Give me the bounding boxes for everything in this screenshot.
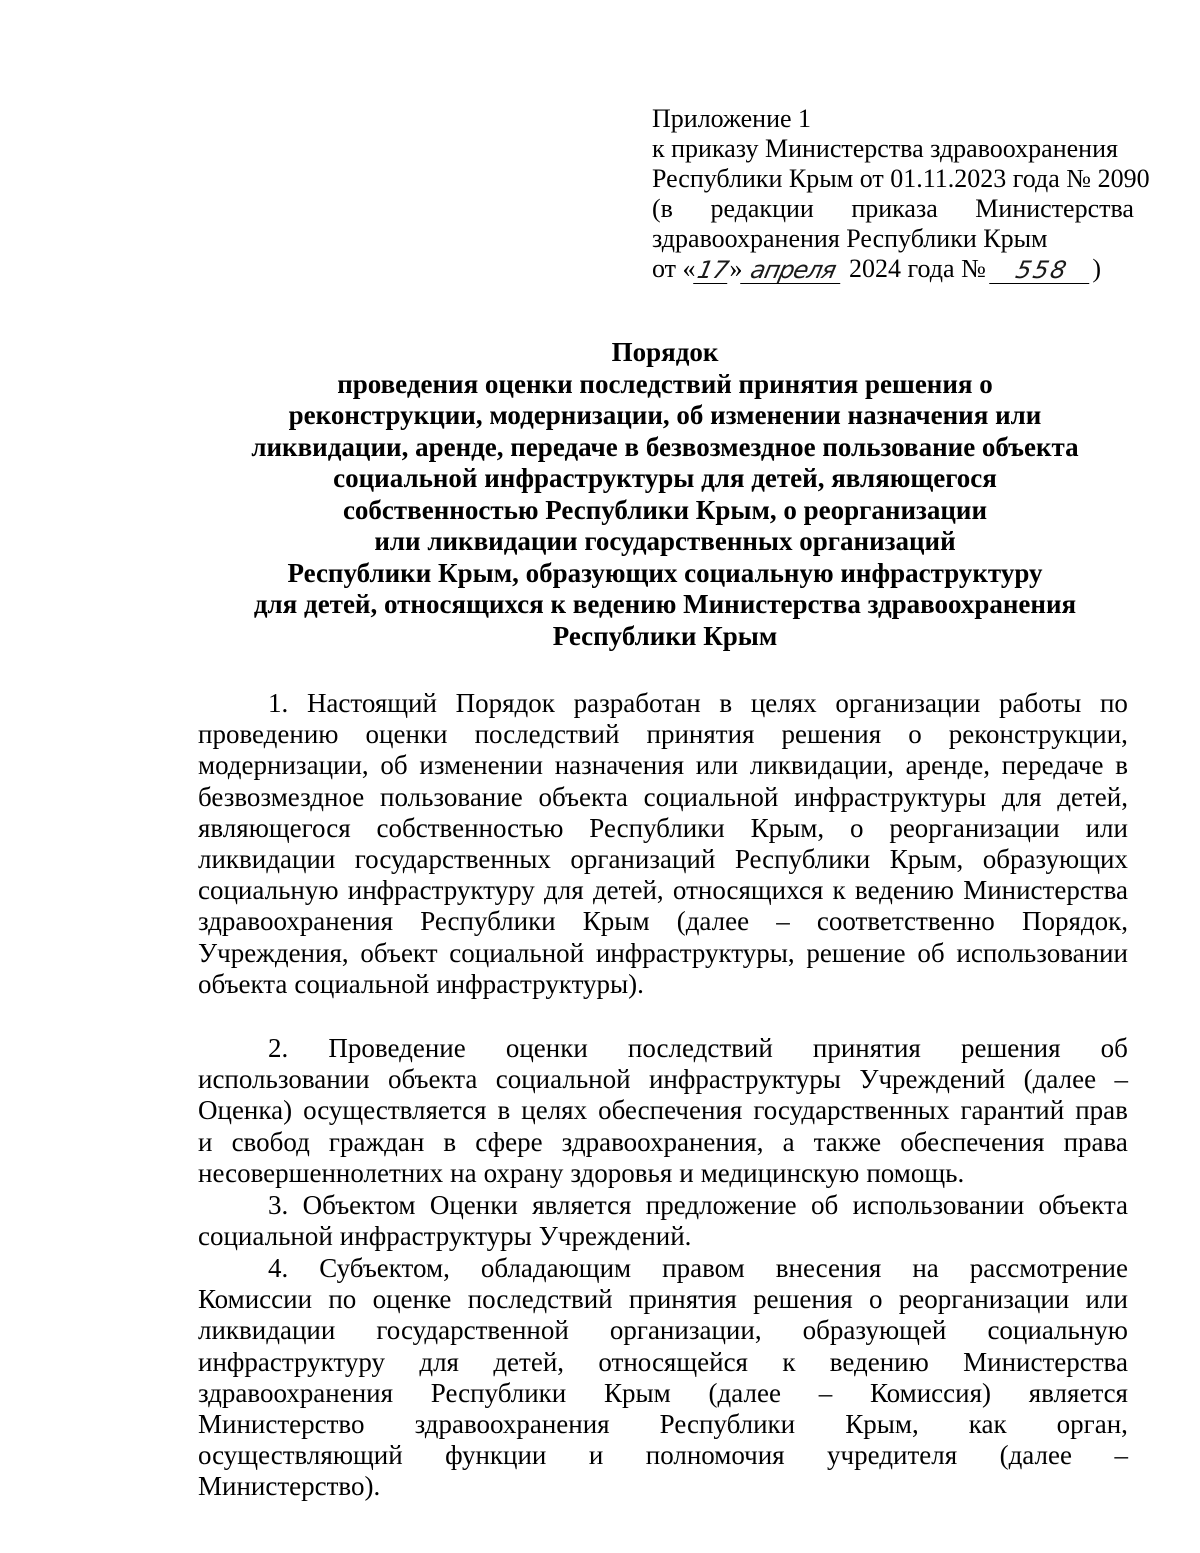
word: инфраструктуру	[198, 1346, 385, 1377]
paragraph-line	[198, 688, 1128, 719]
word: или	[695, 750, 739, 781]
word: Оценки	[429, 1190, 518, 1220]
paragraph-1	[198, 688, 1128, 1000]
title-line: для детей, относящихся к ведению Министерства здравоохранения	[253, 589, 1077, 619]
word: Комиссия)	[869, 1377, 991, 1408]
word: модернизации,	[198, 750, 369, 781]
word: образующей	[802, 1315, 947, 1346]
word: медицинскую	[700, 1157, 860, 1188]
date-suffix: 2024 года №	[842, 254, 993, 283]
word: Учреждений.	[538, 1221, 692, 1252]
word: также	[813, 1126, 882, 1157]
paragraph-line	[198, 875, 1128, 906]
word: на	[912, 1253, 939, 1283]
word: об	[380, 750, 408, 781]
word: 3.	[268, 1190, 289, 1220]
title-line: собственностью Республики Крым, о реорганизации	[342, 494, 988, 525]
word: для	[1001, 781, 1042, 812]
word: социальной	[643, 781, 779, 812]
word: осуществляющий	[198, 1440, 403, 1471]
word: Министерство	[198, 1409, 365, 1440]
word: здоровья	[570, 1157, 673, 1188]
word: социальной	[294, 968, 430, 999]
title-line: реконструкции, модернизации, об изменении назначения или	[288, 400, 1042, 430]
word: об	[917, 937, 945, 968]
word: оценке	[372, 1284, 452, 1315]
word: являющегося	[198, 812, 351, 843]
word: ликвидации	[198, 844, 336, 875]
handwritten-month: апреля	[740, 257, 846, 284]
word: ведению	[829, 1346, 929, 1377]
word: объекта	[538, 781, 628, 812]
word: ведению	[854, 875, 954, 906]
word: гарантий	[960, 1095, 1065, 1126]
paragraph-line	[198, 782, 1128, 813]
appendix-line-1: Приложение 1	[652, 104, 812, 133]
word: Учреждения,	[198, 937, 349, 968]
word: к	[782, 1346, 796, 1377]
appendix-date-line	[652, 254, 1134, 284]
word: детей,	[493, 1346, 565, 1377]
word: решения	[753, 1284, 853, 1315]
word: несовершеннолетних	[198, 1157, 444, 1188]
title-line: ликвидации, аренде, передаче в безвозмездное пользование объекта	[251, 431, 1079, 462]
word: решение	[806, 937, 906, 968]
word: объекта	[198, 968, 288, 999]
paragraph-line	[198, 1253, 1128, 1284]
word: для	[419, 1346, 459, 1377]
word: детей,	[592, 875, 664, 906]
title-line: социальной инфраструктуры для детей, являющегося	[333, 463, 997, 493]
appendix-word: приказа	[851, 194, 938, 223]
word: учредителя	[827, 1440, 958, 1471]
word: инфраструктуры,	[595, 937, 795, 968]
word: в	[443, 1126, 457, 1157]
paragraph-line	[198, 1064, 1128, 1095]
word: назначения	[554, 750, 685, 781]
word: решения	[960, 1033, 1061, 1063]
word: рассмотрение	[969, 1253, 1128, 1283]
word: государственной	[376, 1315, 569, 1346]
appendix-word: Министерства	[975, 194, 1134, 223]
word: помощь.	[866, 1157, 965, 1188]
word: (далее	[676, 906, 750, 937]
word: или	[1085, 812, 1128, 843]
word: государственных	[354, 844, 551, 875]
word: организаций	[570, 844, 716, 875]
word: изменении	[419, 750, 543, 781]
word: реорганизации	[898, 1284, 1070, 1315]
appendix-word: (в	[652, 194, 673, 223]
date-mid: »	[729, 254, 743, 283]
word: инфраструктуры	[794, 781, 987, 812]
word: о	[908, 719, 922, 750]
paragraph-3	[198, 1190, 1128, 1252]
word: Оценка)	[198, 1095, 293, 1126]
word: последствий	[474, 719, 620, 750]
paragraph-line	[198, 719, 1128, 750]
appendix-line-4	[652, 194, 1134, 224]
paragraph-line	[198, 1409, 1128, 1440]
word: использовании	[198, 1064, 370, 1095]
title-line: Республики Крым	[552, 620, 778, 651]
paragraph-line	[198, 1190, 1128, 1221]
title-line: или ликвидации государственных организаций	[374, 526, 956, 556]
word: объекта	[1038, 1190, 1128, 1220]
handwritten-day: 17	[694, 256, 731, 284]
paragraph-line	[198, 1315, 1128, 1346]
title-line: Республики Крым, образующих социальную инфраструктуру	[287, 557, 1043, 588]
word: здравоохранения,	[561, 1126, 764, 1157]
word: является	[1028, 1377, 1128, 1408]
word: здравоохранения	[198, 906, 394, 937]
word: в	[1115, 750, 1128, 781]
word: обладающим	[480, 1253, 632, 1283]
word: для	[544, 875, 584, 906]
word: и	[198, 1126, 213, 1157]
word: осуществляется	[303, 1095, 487, 1126]
paragraph-line	[198, 1221, 1128, 1252]
word: ликвидации	[198, 1315, 336, 1346]
word: инфраструктуры	[339, 1221, 532, 1252]
word: последствий	[627, 1033, 773, 1063]
word: в	[719, 688, 733, 718]
word: безвозмездное	[198, 781, 365, 812]
word: социальной	[449, 937, 585, 968]
word: (далее	[999, 1440, 1072, 1471]
handwritten-order-number: 558	[990, 257, 1096, 284]
title-line: Порядок	[611, 337, 719, 367]
word: проведению	[198, 719, 339, 750]
word: социальной	[495, 1064, 631, 1095]
word: Порядок	[455, 688, 555, 718]
paragraph-line	[198, 969, 1128, 1000]
word: Министерства	[963, 1346, 1128, 1377]
word: или	[1085, 1284, 1128, 1315]
document-title	[200, 337, 1130, 652]
word: объекта	[387, 1064, 478, 1095]
word: –	[776, 906, 790, 937]
word: здравоохранения	[198, 1377, 394, 1408]
word: а	[782, 1126, 795, 1157]
word: здравоохранения	[414, 1409, 610, 1440]
word: Крым	[582, 906, 650, 937]
paragraph-line	[198, 1347, 1128, 1378]
word: и	[588, 1440, 604, 1471]
word: Республики	[430, 1377, 567, 1408]
word: реконструкции,	[948, 719, 1128, 750]
word: Субъектом,	[319, 1253, 450, 1283]
appendix-header	[652, 104, 1150, 284]
word: по	[328, 1284, 357, 1315]
word: оценки	[505, 1033, 588, 1063]
word: аренде,	[905, 750, 991, 781]
word: Крым,	[750, 812, 825, 843]
word: оценки	[365, 719, 448, 750]
word: по	[1099, 688, 1128, 718]
word: пользование	[380, 781, 523, 812]
word: –	[818, 1377, 833, 1408]
word: принятия	[646, 719, 755, 750]
word: на	[450, 1157, 477, 1188]
word: целях	[750, 688, 817, 718]
word: внесения	[775, 1253, 882, 1283]
word: использовании	[852, 1190, 1025, 1220]
word: Министерство).	[198, 1471, 381, 1502]
paragraph-line	[198, 1158, 1128, 1189]
word: обеспечения	[598, 1095, 743, 1126]
word: социальную	[987, 1315, 1128, 1346]
word: в	[497, 1095, 511, 1126]
word: решения	[781, 719, 882, 750]
word: и	[679, 1157, 694, 1188]
title-line: проведения оценки последствий принятия решения о	[337, 368, 993, 399]
word: об	[1100, 1033, 1128, 1063]
word: функции	[445, 1440, 547, 1471]
paragraph-line	[198, 1033, 1128, 1064]
word: Республики	[659, 1409, 796, 1440]
date-prefix: от «	[652, 254, 696, 283]
word: последствий	[467, 1284, 613, 1315]
paragraph-2	[198, 1033, 1128, 1189]
word: государственных	[753, 1095, 950, 1126]
word: предложение	[645, 1190, 797, 1220]
word: организации,	[609, 1315, 762, 1346]
word: разработан	[573, 688, 701, 718]
paragraph-line	[198, 1095, 1128, 1126]
appendix-line-2: к приказу Министерства здравоохранения	[652, 134, 1118, 163]
word: 1.	[268, 688, 289, 718]
paragraph-line	[198, 1440, 1128, 1471]
appendix-line-5: здравоохранения Республики Крым	[652, 224, 1048, 253]
word: о	[849, 812, 864, 843]
word: Учреждений	[859, 1064, 1006, 1095]
word: как	[968, 1409, 1007, 1440]
word: Проведение	[328, 1033, 466, 1063]
word: права	[1063, 1126, 1128, 1157]
word: образующих	[982, 844, 1128, 875]
word: Республики	[734, 844, 871, 875]
paragraph-line	[198, 1284, 1128, 1315]
word: относящихся	[672, 875, 824, 906]
paragraph-line	[198, 938, 1128, 969]
word: –	[1114, 1440, 1128, 1471]
word: Настоящий	[306, 688, 437, 718]
word: о	[869, 1284, 883, 1315]
word: передаче	[1001, 750, 1104, 781]
word: об	[810, 1190, 839, 1220]
word: Министерства	[963, 875, 1128, 906]
word: социальной	[198, 1221, 333, 1252]
word: ликвидации,	[749, 750, 894, 781]
word: Республики	[420, 906, 556, 937]
word: относящейся	[598, 1346, 748, 1377]
word: Объектом	[302, 1190, 416, 1220]
word: 2.	[268, 1033, 289, 1063]
word: к	[832, 875, 846, 906]
word: Крым	[604, 1377, 671, 1408]
word: инфраструктуры	[648, 1064, 841, 1095]
paragraph-4	[198, 1253, 1128, 1503]
word: сфере	[475, 1126, 543, 1157]
word: объект	[360, 937, 438, 968]
word: социальную	[198, 875, 339, 906]
word: собственностью	[376, 812, 564, 843]
word: инфраструктуру	[347, 875, 535, 906]
word: соответственно	[816, 906, 995, 937]
word: свобод	[231, 1126, 310, 1157]
word: –	[1114, 1064, 1128, 1095]
word: (далее	[1023, 1064, 1097, 1095]
word: прав	[1075, 1095, 1128, 1126]
word: 4.	[268, 1253, 289, 1283]
word: Крым,	[889, 844, 964, 875]
word: охрану	[483, 1157, 564, 1188]
paragraph-line	[198, 750, 1128, 781]
appendix-line-3: Республики Крым от 01.11.2023 года № 2090	[652, 164, 1150, 193]
word: обеспечения	[900, 1126, 1045, 1157]
word: является	[532, 1190, 632, 1220]
word: Республики	[589, 812, 725, 843]
word: Комиссии	[198, 1284, 313, 1315]
paragraph-line	[198, 813, 1128, 844]
word: правом	[662, 1253, 745, 1283]
appendix-word: редакции	[710, 194, 814, 223]
paragraph-line	[198, 1471, 1128, 1502]
word: организации	[835, 688, 981, 718]
word: орган,	[1056, 1409, 1128, 1440]
word: работы	[998, 688, 1082, 718]
word: Порядок,	[1021, 906, 1128, 937]
word: принятия	[812, 1033, 921, 1063]
word: граждан	[328, 1126, 425, 1157]
paragraph-line	[198, 1127, 1128, 1158]
word: Крым,	[845, 1409, 919, 1440]
close-paren: )	[1092, 254, 1102, 283]
word: полномочия	[645, 1440, 785, 1471]
paragraph-line	[198, 844, 1128, 875]
paragraph-line	[198, 906, 1128, 937]
word: использовании	[956, 937, 1128, 968]
paragraph-line	[198, 1378, 1128, 1409]
word: реорганизации	[889, 812, 1060, 843]
word: детей,	[1057, 781, 1128, 812]
word: инфраструктуры).	[436, 968, 644, 999]
word: принятия	[628, 1284, 737, 1315]
word: целях	[521, 1095, 588, 1126]
word: (далее	[708, 1377, 781, 1408]
